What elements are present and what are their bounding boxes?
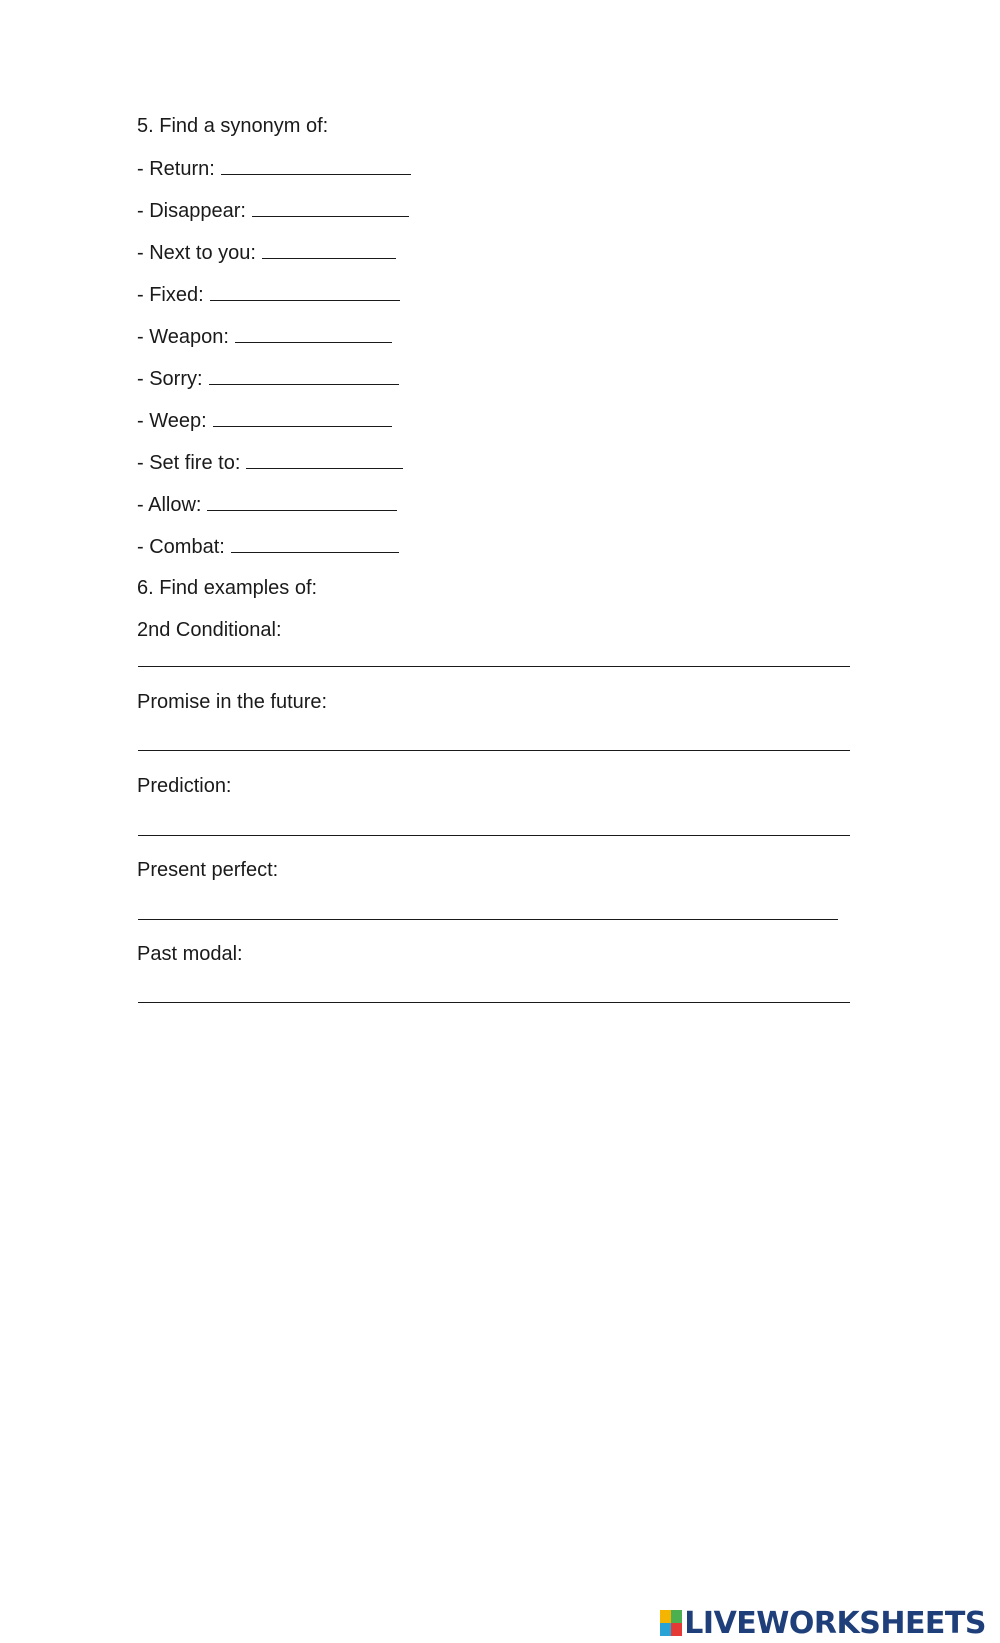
synonym-label: - Allow: <box>137 494 202 516</box>
synonym-label: - Weapon: <box>137 326 229 348</box>
example-label-past-modal: Past modal: <box>137 943 243 965</box>
answer-line[interactable] <box>138 750 850 751</box>
synonym-item-sorry <box>137 366 399 391</box>
synonym-label: - Next to you: <box>137 242 256 264</box>
answer-blank[interactable] <box>207 492 397 511</box>
synonym-item-return <box>137 156 411 181</box>
synonym-label: - Fixed: <box>137 284 204 306</box>
answer-line[interactable] <box>138 1002 850 1003</box>
example-label-promise: Promise in the future: <box>137 691 328 713</box>
logo-mark-icon <box>660 1610 682 1636</box>
question-5-title: 5. Find a synonym of: <box>137 115 329 137</box>
answer-blank[interactable] <box>210 282 400 301</box>
answer-blank[interactable] <box>221 156 411 175</box>
synonym-item-fixed <box>137 282 400 307</box>
synonym-label: - Return: <box>137 158 215 180</box>
synonym-item-set-fire-to <box>137 450 403 475</box>
question-6-title: 6. Find examples of: <box>137 577 318 599</box>
answer-blank[interactable] <box>252 198 409 217</box>
synonym-item-disappear <box>137 198 409 223</box>
synonym-label: - Weep: <box>137 410 207 432</box>
answer-blank[interactable] <box>209 366 399 385</box>
example-label-present-perfect: Present perfect: <box>137 859 279 881</box>
synonym-item-combat <box>137 534 399 559</box>
synonym-label: - Disappear: <box>137 200 246 222</box>
synonym-item-allow <box>137 492 397 517</box>
answer-blank[interactable] <box>235 324 392 343</box>
answer-blank[interactable] <box>246 450 403 469</box>
synonym-label: - Sorry: <box>137 368 203 390</box>
synonym-item-weapon <box>137 324 392 349</box>
answer-blank[interactable] <box>231 534 399 553</box>
answer-line[interactable] <box>138 919 838 920</box>
synonym-label: - Set fire to: <box>137 452 241 474</box>
synonym-label: - Combat: <box>137 536 225 558</box>
synonym-item-weep <box>137 408 392 433</box>
logo-text: LIVEWORKSHEETS <box>684 1605 986 1641</box>
answer-line[interactable] <box>138 666 850 667</box>
example-label-prediction: Prediction: <box>137 775 232 797</box>
example-label-2nd-conditional: 2nd Conditional: <box>137 619 282 641</box>
answer-blank[interactable] <box>213 408 392 427</box>
liveworksheets-logo <box>660 1606 986 1640</box>
answer-blank[interactable] <box>262 240 396 259</box>
synonym-item-next-to-you <box>137 240 396 265</box>
answer-line[interactable] <box>138 835 850 836</box>
